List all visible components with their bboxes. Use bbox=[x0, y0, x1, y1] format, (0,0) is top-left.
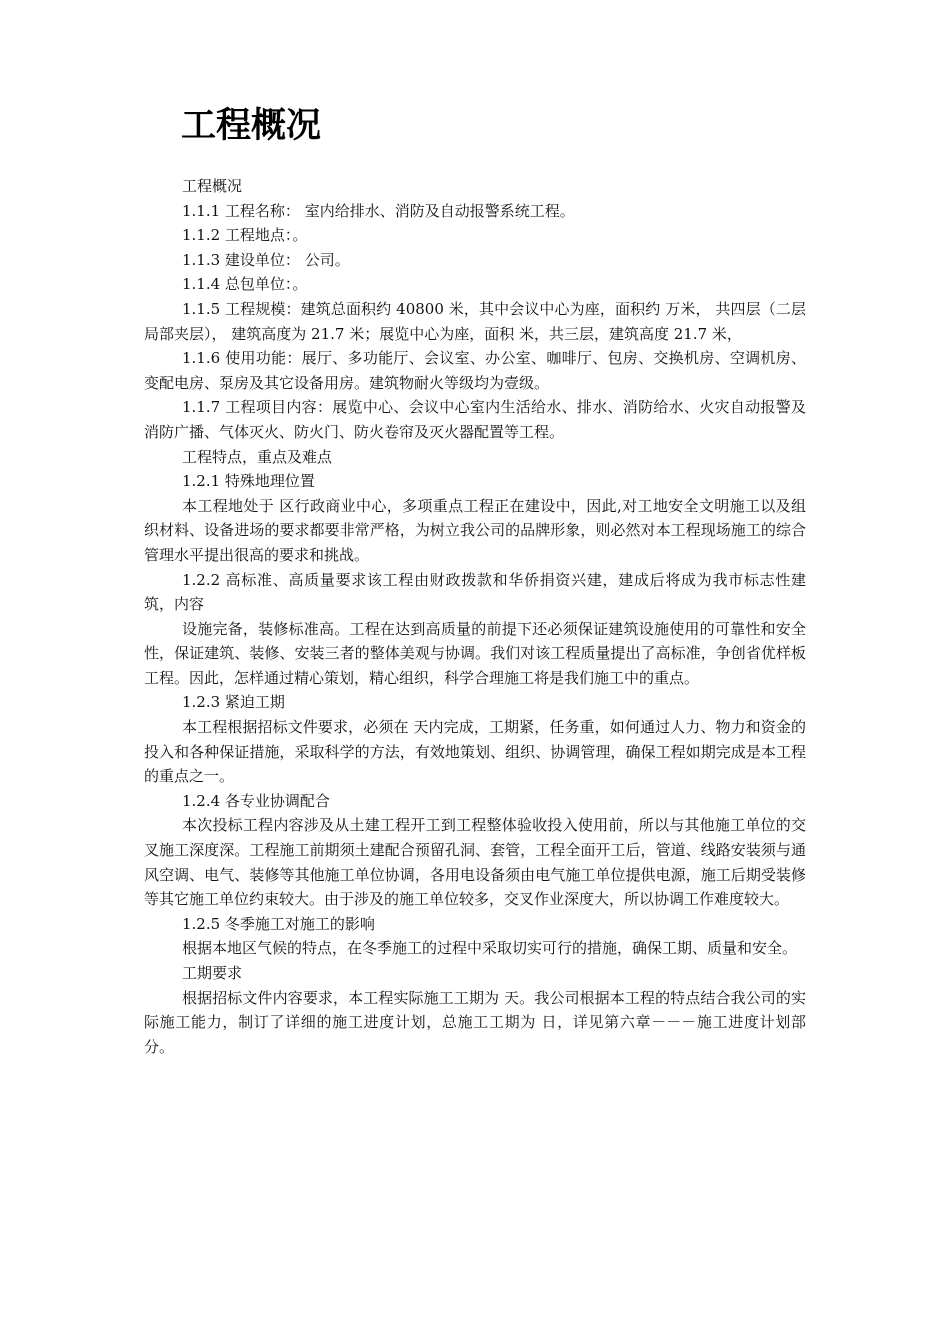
paragraph-quality-text: 设施完备，装修标准高。工程在达到高质量的前提下还必须保证建筑设施使用的可靠性和安全性，保证建筑、装修、安装三者的整体美观与协调。我们对该工程质量提出了高标准，争创省优样板工程。因此，怎样通过精心策划，精心组织，科学合理施工将是我们施工中的重点。 bbox=[144, 619, 806, 687]
paragraph-schedule-heading: 1.2.3 紧迫工期 bbox=[182, 693, 285, 712]
paragraph-location-heading: 1.2.1 特殊地理位置 bbox=[182, 472, 315, 491]
paragraph-features-heading: 工程特点，重点及难点 bbox=[182, 447, 333, 466]
paragraph-winter-heading: 1.2.5 冬季施工对施工的影响 bbox=[182, 914, 375, 933]
paragraph-project-scale: 1.1.5 工程规模：建筑总面积约 40800 米，其中会议中心为座，面积约 万米， 共四层（二层局部夹层）， 建筑高度为 21.7 米；展览中心为座，面积 米，共三层，建筑高度 21.7 米， bbox=[144, 299, 806, 343]
paragraph-overview-heading: 工程概况 bbox=[182, 177, 243, 195]
paragraph-coordination-heading: 1.2.4 各专业协调配合 bbox=[182, 791, 330, 810]
paragraph-general-contractor: 1.1.4 总包单位：。 bbox=[182, 275, 308, 294]
paragraph-location-text: 本工程地处于 区行政商业中心，多项重点工程正在建设中，因此,对工地安全文明施工以及组织材料、设备进场的要求都要非常严格，为树立我公司的品牌形象，则必然对本工程现场施工的综合管理水平提出很高的要求和挑战。 bbox=[144, 496, 806, 564]
paragraph-functions: 1.1.6 使用功能：展厅、多功能厅、会议室、办公室、咖啡厅、包房、交换机房、空调机房、变配电房、泵房及其它设备用房。建筑物耐火等级均为壹级。 bbox=[144, 349, 806, 392]
paragraph-owner-unit: 1.1.3 建设单位： 公司。 bbox=[182, 250, 350, 269]
paragraph-winter-text: 根据本地区气候的特点，在冬季施工的过程中采取切实可行的措施，确保工期、质量和安全。 bbox=[182, 939, 798, 958]
paragraph-project-location: 1.1.2 工程地点：。 bbox=[182, 226, 308, 245]
paragraph-schedule-text: 本工程根据招标文件要求，必须在 天内完成，工期紧，任务重，如何通过人力、物力和资金的投入和各种保证措施，采取科学的方法，有效地策划、组织、协调管理，确保工程如期完成是本工程的重点之一。 bbox=[144, 718, 806, 786]
paragraph-project-name: 1.1.1 工程名称： 室内给排水、消防及自动报警系统工程。 bbox=[182, 201, 575, 220]
paragraph-duration-heading: 工期要求 bbox=[182, 964, 243, 982]
document-title: 工程概况 bbox=[181, 106, 322, 146]
document-body bbox=[144, 174, 806, 1059]
paragraph-project-items: 1.1.7 工程项目内容：展览中心、会议中心室内生活给水、排水、消防给水、火灾自动报警及消防广播、气体灭火、防火门、防火卷帘及灭火器配置等工程。 bbox=[144, 398, 806, 441]
paragraph-coordination-text: 本次投标工程内容涉及从土建工程开工到工程整体验收投入使用前，所以与其他施工单位的交叉施工深度深。工程施工前期须土建配合预留孔洞、套管，工程全面开工后，管道、线路安装须与通风空调、电气、装修等其他施工单位协调，各用电设备须由电气施工单位提供电源，施工后期受装修等其它施工单位约束较大。由于涉及的施工单位较多，交叉作业深度大，所以协调工作难度较大。 bbox=[144, 816, 806, 909]
paragraph-duration-text: 根据招标文件内容要求，本工程实际施工工期为 天。我公司根据本工程的特点结合我公司的实际施工能力，制订了详细的施工进度计划，总施工工期为 日，详见第六章－－－施工进度计划部分。 bbox=[144, 988, 806, 1056]
paragraph-quality-heading: 1.2.2 高标准、高质量要求该工程由财政拨款和华侨捐资兴建，建成后将成为我市标志性建筑，内容 bbox=[144, 570, 806, 614]
